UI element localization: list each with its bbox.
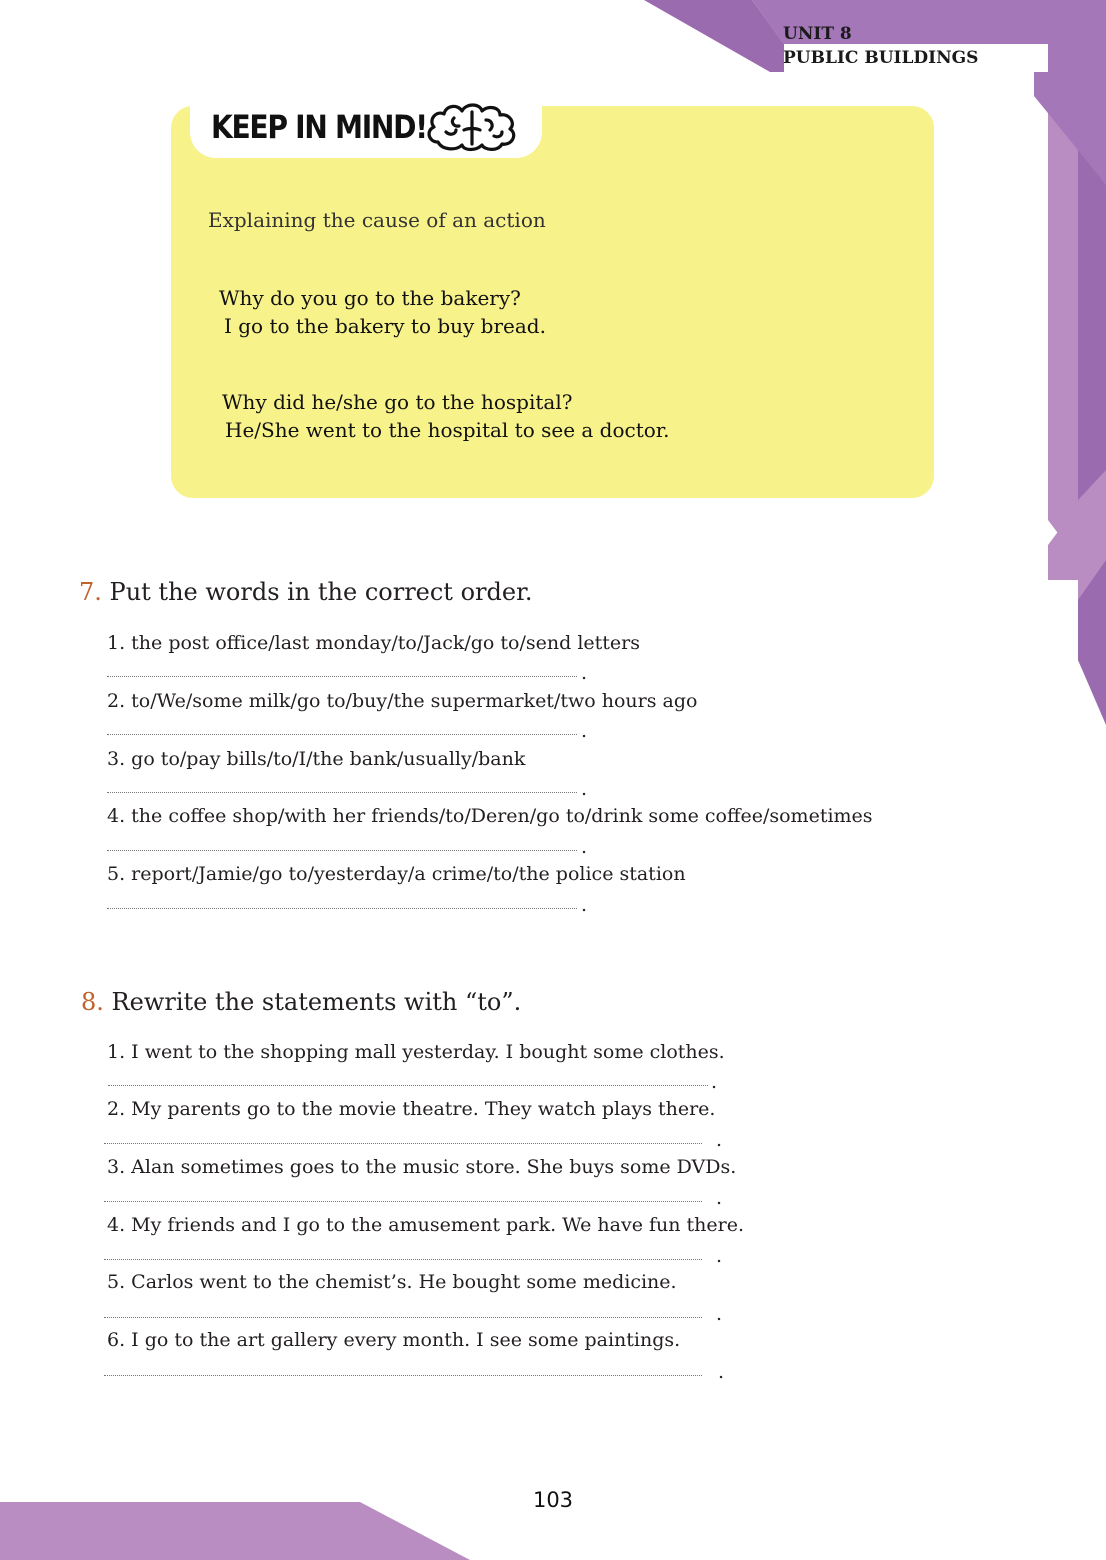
answer-period: .	[581, 720, 588, 742]
list-item: 5. report/Jamie/go to/yesterday/a crime/to/the police station	[107, 863, 686, 885]
list-item: 4. My friends and I go to the amusement park. We have fun there.	[107, 1214, 745, 1236]
answer-line[interactable]	[107, 792, 577, 793]
keep-in-mind-title: KEEP IN MIND!	[211, 108, 427, 146]
list-item: 5. Carlos went to the chemist’s. He bought some medicine.	[107, 1271, 677, 1293]
side-band-dark	[1078, 150, 1106, 500]
keep-in-mind-subtitle: Explaining the cause of an action	[208, 208, 546, 232]
answer-line[interactable]	[104, 1375, 702, 1376]
answer-line[interactable]	[104, 1201, 702, 1202]
unit-label	[783, 22, 978, 70]
answer-period: .	[581, 778, 588, 800]
example-answer: He/She went to the hospital to see a doctor.	[225, 418, 670, 442]
list-item: 6. I go to the art gallery every month. I see some paintings.	[107, 1329, 681, 1351]
answer-line[interactable]	[108, 1085, 708, 1086]
unit-number: UNIT 8	[783, 24, 852, 44]
list-item: 2. My parents go to the movie theatre. They watch plays there.	[107, 1098, 716, 1120]
list-item: 1. the post office/last monday/to/Jack/go to/send letters	[107, 632, 640, 654]
answer-line[interactable]	[107, 850, 577, 851]
answer-line[interactable]	[107, 734, 577, 735]
answer-period: .	[711, 1071, 718, 1093]
answer-line[interactable]	[107, 676, 577, 677]
answer-period: .	[581, 836, 588, 858]
exercise-number: 7.	[79, 578, 102, 606]
exercise-8-heading	[81, 988, 521, 1016]
list-item: 4. the coffee shop/with her friends/to/Deren/go to/drink some coffee/sometimes	[107, 805, 873, 827]
answer-period: .	[716, 1303, 723, 1325]
answer-line[interactable]	[104, 1317, 702, 1318]
list-item: 3. Alan sometimes goes to the music store. She buys some DVDs.	[107, 1156, 737, 1178]
unit-title: PUBLIC BUILDINGS	[783, 48, 979, 68]
answer-period: .	[718, 1361, 725, 1383]
example-question: Why did he/she go to the hospital?	[222, 390, 573, 414]
exercise-instruction: Put the words in the correct order.	[109, 578, 533, 606]
example-answer: I go to the bakery to buy bread.	[224, 314, 546, 338]
answer-line[interactable]	[104, 1143, 702, 1144]
list-item: 3. go to/pay bills/to/I/the bank/usually/bank	[107, 748, 526, 770]
example-question: Why do you go to the bakery?	[219, 286, 521, 310]
list-item: 2. to/We/some milk/go to/buy/the supermarket/two hours ago	[107, 690, 698, 712]
answer-period: .	[581, 662, 588, 684]
answer-period: .	[716, 1129, 723, 1151]
answer-line[interactable]	[107, 908, 577, 909]
exercise-7-heading	[79, 578, 533, 606]
list-item: 1. I went to the shopping mall yesterday. I bought some clothes.	[107, 1041, 725, 1063]
answer-line[interactable]	[104, 1259, 702, 1260]
exercise-instruction: Rewrite the statements with “to”.	[111, 988, 522, 1016]
answer-period: .	[716, 1245, 723, 1267]
exercise-number: 8.	[81, 988, 104, 1016]
answer-period: .	[716, 1187, 723, 1209]
page-number: 103	[532, 1488, 574, 1512]
answer-period: .	[581, 894, 588, 916]
brain-icon	[424, 100, 520, 154]
